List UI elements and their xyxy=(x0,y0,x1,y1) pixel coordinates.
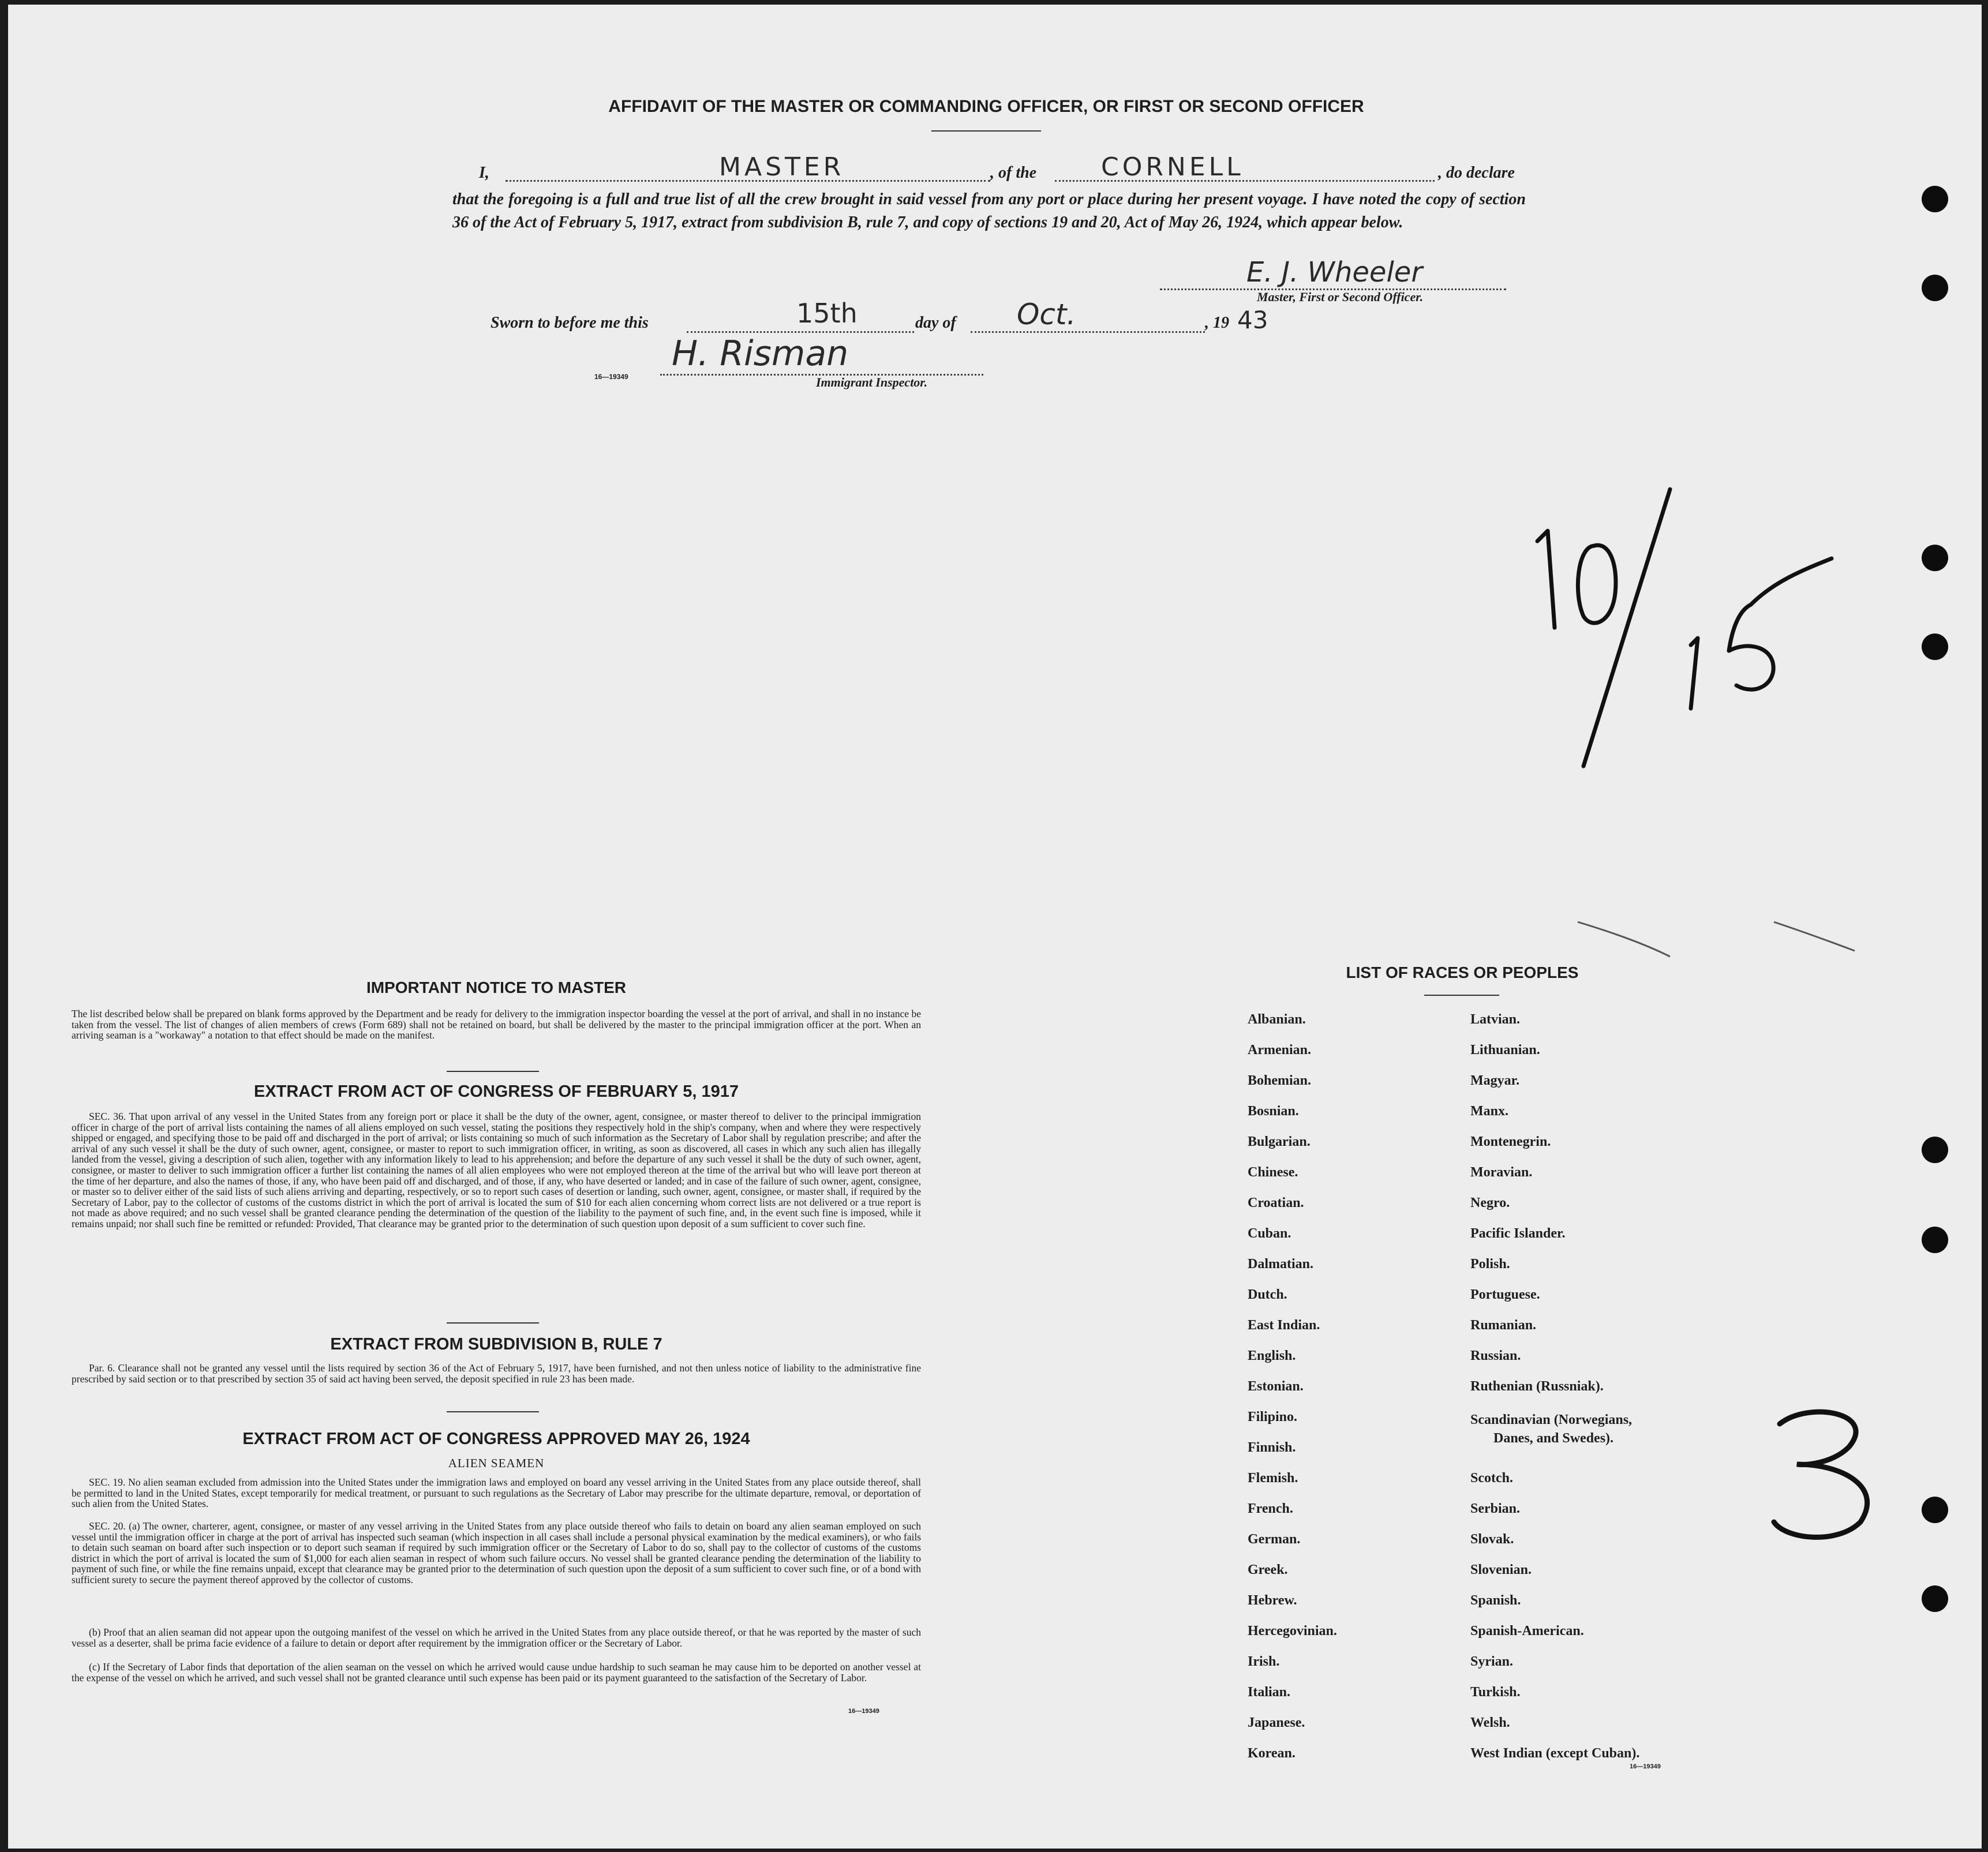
race-right-22: Turkish. xyxy=(1470,1685,1521,1700)
race-left-25: Korean. xyxy=(1248,1746,1296,1761)
race-right-17: Slovak. xyxy=(1470,1532,1514,1547)
race-right-14-cont: Danes, and Swedes). xyxy=(1493,1431,1614,1446)
race-left-18: German. xyxy=(1248,1532,1301,1547)
race-right-16: Serbian. xyxy=(1470,1501,1521,1516)
race-left-6: Chinese. xyxy=(1248,1165,1298,1180)
race-right-1: Latvian. xyxy=(1470,1012,1521,1027)
race-right-10: Portuguese. xyxy=(1470,1287,1540,1302)
race-right-8: Pacific Islander. xyxy=(1470,1226,1566,1241)
day-of-label: day of xyxy=(915,314,956,332)
race-right-2: Lithuanian. xyxy=(1470,1043,1540,1058)
binder-hole xyxy=(1922,545,1948,571)
notice-divider xyxy=(447,1071,539,1072)
race-left-12: English. xyxy=(1248,1348,1296,1363)
extract-1917-text: SEC. 36. That upon arrival of any vessel in the United States from any foreign port or place it shall be the duty of the owner, agent, consignee, or master thereof to deliver to the principal immigration officer in charge of the port of arrival lists containing the names of all aliens employed on such vessel, stating the positions they respectively hold in the ship's company, when and where they were respectively shipped or engaged, and specifying those to be paid off and discharged in the port of arrival; or lists containing so much of such information as the Secretary of Labor shall by regulation prescribe; and after the arrival of any such vessel it shall be the duty of such owner, agent, consignee, or master to report to such immigration officer, in writing, as soon as discovered, all cases in which any such alien has illegally landed from the vessel, giving a description of such alien, together with any information likely to lead to his apprehension; and before the departure of any such vessel it shall be the duty of such owner, agent, consignee, or master to deliver to such immigration officer a further list containing the names of all alien employees who were not employed thereon at the time of the arrival but who will leave port thereon at the time of her departure, and also the names of those, if any, who have been paid off and discharged, and of those, if any, who have deserted or landed; and in case of the failure of such owner, agent, consignee, or master so to deliver either of the said lists of such aliens arriving and departing, respectively, or so to report such cases of desertion or landing, such owner, agent, consignee, or master shall, if required by the Secretary of Labor, pay to the collector of customs of the customs district in which the port of arrival is located the sum of $10 for each alien concerning whom correct lists are not delivered or a true report is not made as above required; and no such vessel shall be granted clearance pending the determination of the question of the liability to the payment of such fine, and, in the event such fine is imposed, while it remains unpaid; nor shall such fine be remitted or refunded: Provided, That clearance may be granted prior to the determination of such question upon deposit of a sum sufficient to cover such fine. xyxy=(72,1111,921,1229)
digit-one xyxy=(1537,531,1555,628)
race-right-19: Spanish. xyxy=(1470,1593,1521,1608)
form-number: 16—19349 xyxy=(594,373,628,381)
alien-seamen-subtitle: ALIEN SEAMEN xyxy=(448,1456,545,1470)
races-divider xyxy=(1424,995,1499,996)
master-signature-caption: Master, First or Second Officer. xyxy=(1257,290,1424,304)
declaration-i: I, xyxy=(479,164,489,182)
race-left-19: Greek. xyxy=(1248,1562,1288,1577)
binder-hole xyxy=(1922,186,1948,212)
race-left-15: Finnish. xyxy=(1248,1440,1296,1455)
race-right-13: Ruthenian (Russniak). xyxy=(1470,1379,1604,1394)
handwritten-date-annotation xyxy=(1497,478,1866,778)
rule7-divider xyxy=(447,1411,539,1412)
race-right-23: Welsh. xyxy=(1470,1715,1510,1730)
extract-1917-divider xyxy=(447,1322,539,1324)
race-right-4: Manx. xyxy=(1470,1104,1508,1119)
sworn-label: Sworn to before me this xyxy=(491,314,649,332)
race-left-10: Dutch. xyxy=(1248,1287,1287,1302)
master-signature: E. J. Wheeler xyxy=(1246,256,1423,288)
binder-hole xyxy=(1922,275,1948,301)
form-number-races: 16—19349 xyxy=(1630,1763,1661,1770)
race-right-7: Negro. xyxy=(1470,1195,1510,1210)
inspector-caption: Immigrant Inspector. xyxy=(816,375,928,389)
race-right-14: Scandinavian (Norwegians, xyxy=(1470,1412,1633,1427)
race-left-3: Bohemian. xyxy=(1248,1073,1312,1088)
day-value: 15th xyxy=(796,298,858,329)
race-left-24: Japanese. xyxy=(1248,1715,1305,1730)
digit-five xyxy=(1729,558,1832,689)
pencil-mark xyxy=(1566,916,1889,968)
race-right-11: Rumanian. xyxy=(1470,1318,1537,1333)
month-field xyxy=(971,298,1205,333)
binder-hole xyxy=(1922,1227,1948,1253)
year-prefix: , 19 xyxy=(1205,314,1229,332)
slash xyxy=(1583,489,1670,766)
binder-hole xyxy=(1922,1585,1948,1612)
handwritten-page-number xyxy=(1762,1401,1895,1545)
binder-hole xyxy=(1922,1497,1948,1523)
race-right-12: Russian. xyxy=(1470,1348,1521,1363)
affidavit-title: AFFIDAVIT OF THE MASTER OR COMMANDING OFFICER, OR FIRST OR SECOND OFFICER xyxy=(608,97,1364,116)
race-left-11: East Indian. xyxy=(1248,1318,1320,1333)
race-left-13: Estonian. xyxy=(1248,1379,1304,1394)
race-right-9: Polish. xyxy=(1470,1257,1510,1272)
race-right-6: Moravian. xyxy=(1470,1165,1533,1180)
sec20a-text: SEC. 20. (a) The owner, charterer, agent, consignee, or master of any vessel arriving in the United States from any place outside thereof who fails to detain on board any alien seaman employed on such vessel until the immigration officer in charge at the port of arrival has inspected such seaman (which inspection in all cases shall include a personal physical examination by the medical examiners), or who fails to detain such seaman on board after such inspection or to deport such seaman if required by such immigration officer or the Secretary of Labor to do so, shall pay to the collector of customs of the customs district in which the port of arrival is located the sum of $1,000 for each alien seaman in respect of whom such failure occurs. No vessel shall be granted clearance pending the determination of the liability to payment of such fine, or while the fine remains unpaid, except that clearance may be granted prior to the determination of such question upon the deposit of a sum sufficient to cover such fine, or of a bond with sufficient surety to secure the payment thereof approved by the collector of customs. xyxy=(72,1520,921,1585)
races-title: LIST OF RACES OR PEOPLES xyxy=(1346,964,1579,981)
race-right-24: West Indian (except Cuban). xyxy=(1470,1746,1640,1761)
sec20b-text: (b) Proof that an alien seaman did not appear upon the outgoing manifest of the vessel on which he arrived in the United States from any place outside thereof, or that he was reported by the master of such vessel as a deserter, shall be prima facie evidence of a failure to detain or deport after requirement by the immigration officer or the Secretary of Labor. xyxy=(72,1626,921,1649)
notice-title: IMPORTANT NOTICE TO MASTER xyxy=(366,979,627,996)
race-left-5: Bulgarian. xyxy=(1248,1134,1311,1149)
race-left-8: Cuban. xyxy=(1248,1226,1291,1241)
inspector-signature: H. Risman xyxy=(672,333,849,374)
master-name-value: MASTER xyxy=(719,152,845,182)
day-field xyxy=(687,298,914,333)
sec19-text: SEC. 19. No alien seaman excluded from admission into the United States under the immigration laws and employed on board any vessel arriving in the United States from any place outside thereof, shall be permitted to land in the United States, except temporarily for medical treatment, or pursuant to such regulations as the Secretary of Labor may prescribe for the ultimate departure, removal, or deportation of such alien from the United States. xyxy=(72,1476,921,1510)
binder-hole xyxy=(1922,1137,1948,1163)
declaration-body: that the foregoing is a full and true list of all the crew brought in said vessel from any port or place during her present voyage. I have noted the copy of section 36 of the Act of February 5, 1917, extract from subdivision B, rule 7, and copy of sections 19 and 20, Act of May 26, 1924, which appear below. xyxy=(452,190,1526,231)
extract-1917-title: EXTRACT FROM ACT OF CONGRESS OF FEBRUARY 5, 1917 xyxy=(253,1082,739,1101)
race-right-5: Montenegrin. xyxy=(1470,1134,1551,1149)
race-right-20: Spanish-American. xyxy=(1470,1624,1584,1639)
extract-1924-title: EXTRACT FROM ACT OF CONGRESS APPROVED MAY 26, 1924 xyxy=(242,1430,750,1448)
vessel-name-field xyxy=(1055,152,1435,182)
race-left-16: Flemish. xyxy=(1248,1471,1298,1486)
title-divider xyxy=(931,130,1041,132)
digit-one-b xyxy=(1691,638,1698,708)
master-name-field xyxy=(506,152,990,182)
race-left-14: Filipino. xyxy=(1248,1409,1298,1424)
digit-zero xyxy=(1578,545,1616,623)
race-left-22: Irish. xyxy=(1248,1654,1280,1669)
sec20c-text: (c) If the Secretary of Labor finds that deportation of the alien seaman on the vessel on which he arrived would cause undue hardship to such seaman he may cause him to be deported on another vessel at the expense of the vessel on which he arrived, and such vessel shall not be granted clearance until such expense has been paid or its payment guaranteed to the satisfaction of the Secretary of Labor. xyxy=(72,1661,921,1684)
race-right-3: Magyar. xyxy=(1470,1073,1520,1088)
race-left-23: Italian. xyxy=(1248,1685,1291,1700)
month-value: Oct. xyxy=(1017,298,1076,331)
do-declare-label: , do declare xyxy=(1438,164,1515,182)
form-number-bottom: 16—19349 xyxy=(848,1708,879,1715)
race-left-17: French. xyxy=(1248,1501,1293,1516)
race-left-9: Dalmatian. xyxy=(1248,1257,1313,1272)
race-left-4: Bosnian. xyxy=(1248,1104,1299,1119)
race-left-20: Hebrew. xyxy=(1248,1593,1297,1608)
race-right-18: Slovenian. xyxy=(1470,1562,1532,1577)
race-left-7: Croatian. xyxy=(1248,1195,1304,1210)
vessel-name-value: CORNELL xyxy=(1101,152,1244,182)
race-right-15: Scotch. xyxy=(1470,1471,1513,1486)
rule7-title: EXTRACT FROM SUBDIVISION B, RULE 7 xyxy=(330,1335,662,1354)
rule7-text: Par. 6. Clearance shall not be granted any vessel until the lists required by section 36 of the Act of February 5, 1917, have been furnished, and not then unless notice of liability to the administrative fine prescribed by said section or to that prescribed by section 35 of said act having been served, the deposit specified in rule 23 has been made. xyxy=(72,1362,921,1385)
binder-hole xyxy=(1922,633,1948,660)
of-the-label: , of the xyxy=(990,164,1037,182)
inspector-signature-line xyxy=(660,333,983,376)
document-page xyxy=(8,5,1982,1849)
race-right-21: Syrian. xyxy=(1470,1654,1514,1669)
race-left-2: Armenian. xyxy=(1248,1043,1311,1058)
race-left-21: Hercegovinian. xyxy=(1248,1624,1337,1639)
race-left-1: Albanian. xyxy=(1248,1012,1306,1027)
notice-text: The list described below shall be prepared on blank forms approved by the Department and be ready for delivery to the immigration inspector boarding the vessel at the port of arrival, and shall in no instance be taken from the vessel. The list of changes of alien members of crews (Form 689) shall not be retained on board, but shall be delivered by the master to the principal immigration officer at the port. When an arriving seaman is a "workaway" a notation to that effect should be made on the manifest. xyxy=(72,1008,921,1041)
master-signature-line xyxy=(1160,256,1506,290)
year-suffix: 43 xyxy=(1237,306,1268,334)
